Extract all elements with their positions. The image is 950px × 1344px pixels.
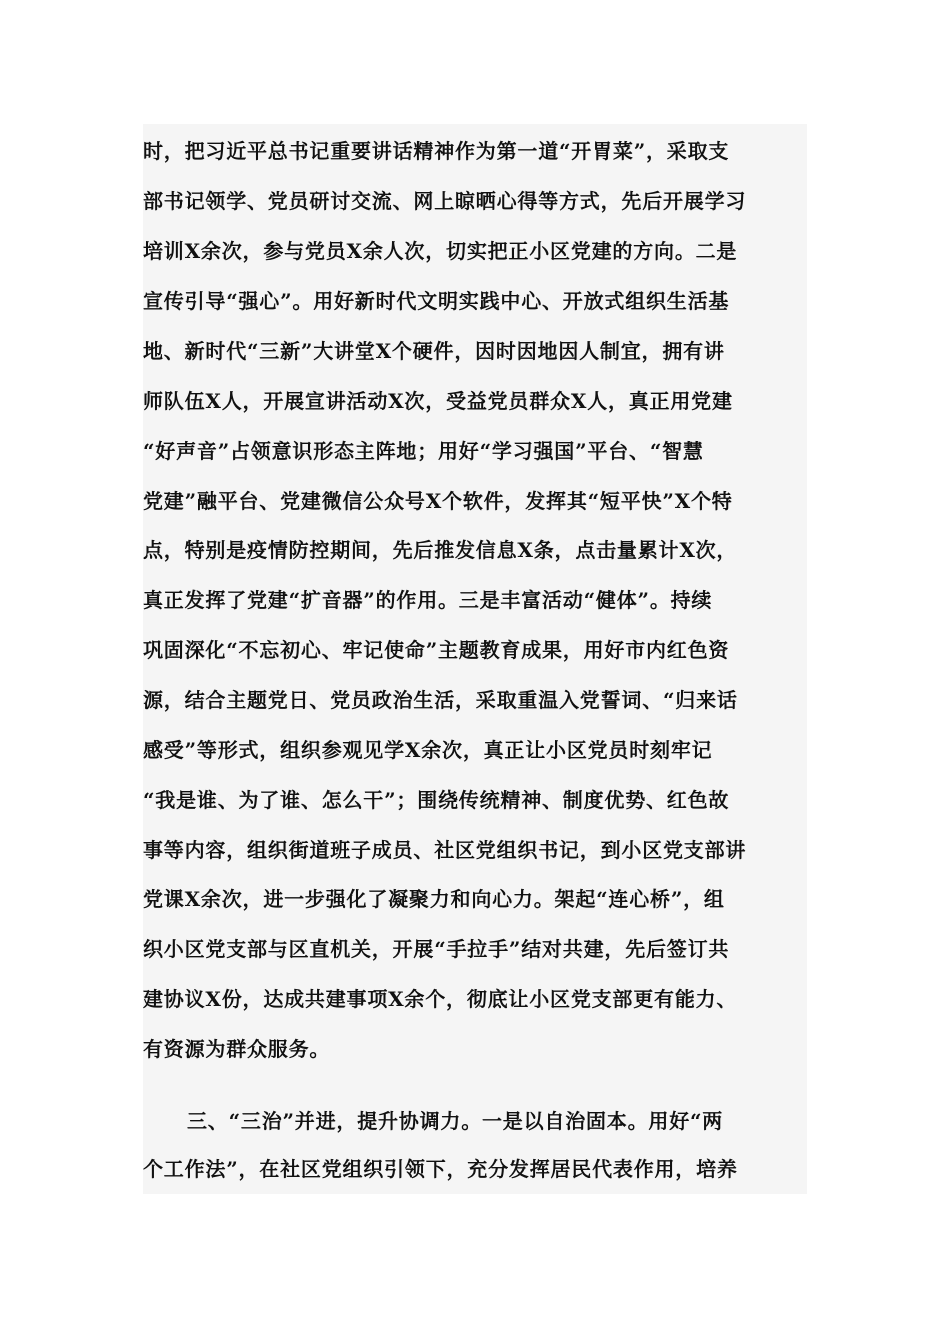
paragraph-line: 党课X余次，进一步强化了凝聚力和向心力。架起“连心桥”，组	[143, 887, 725, 911]
paragraph-line: 部书记领学、党员研讨交流、网上晾晒心得等方式，先后开展学习	[143, 189, 747, 213]
paragraph-line: 织小区党支部与区直机关，开展“手拉手”结对共建，先后签订共	[143, 937, 730, 961]
paragraph-line: 真正发挥了党建“扩音器”的作用。三是丰富活动“健体”。持续	[143, 588, 713, 612]
paragraph-line: 地、新时代“三新”大讲堂X个硬件，因时因地因人制宜，拥有讲	[143, 339, 725, 363]
paragraph-line: 事等内容，组织街道班子成员、社区党组织书记，到小区党支部讲	[143, 838, 747, 862]
paragraph-line: 师队伍X人，开展宣讲活动X次，受益党员群众X人，真正用党建	[143, 389, 733, 413]
paragraph-line: 感受”等形式，组织参观见学X余次，真正让小区党员时刻牢记	[143, 738, 713, 762]
paragraph-line: 培训X余次，参与党员X余人次，切实把正小区党建的方向。二是	[143, 239, 738, 263]
paragraph-line: 个工作法”，在社区党组织引领下，充分发挥居民代表作用，培养	[143, 1157, 738, 1181]
paragraph-line: 有资源为群众服务。	[143, 1037, 331, 1061]
paragraph-line: “我是谁、为了谁、怎么干”；围绕传统精神、制度优势、红色故	[143, 788, 730, 812]
paragraph-line: “好声音”占领意识形态主阵地；用好“学习强国”平台、“智慧	[143, 439, 704, 463]
paragraph-line: 建协议X份，达成共建事项X余个，彻底让小区党支部更有能力、	[143, 987, 738, 1011]
paragraph-line: 点，特别是疫情防控期间，先后推发信息X条，点击量累计X次，	[143, 538, 738, 562]
paragraph-line: 三、“三治”并进，提升协调力。一是以自治固本。用好“两	[187, 1109, 724, 1133]
paragraph-line: 党建”融平台、党建微信公众号X个软件，发挥其“短平快”X个特	[143, 489, 733, 513]
paragraph-line: 宣传引导“强心”。用好新时代文明实践中心、开放式组织生活基	[143, 289, 730, 313]
paragraph-line: 巩固深化“不忘初心、牢记使命”主题教育成果，用好市内红色资	[143, 638, 730, 662]
paragraph-line: 时，把习近平总书记重要讲话精神作为第一道“开胃菜”，采取支	[143, 139, 730, 163]
paragraph-line: 源，结合主题党日、党员政治生活，采取重温入党誓词、“归来话	[143, 688, 738, 712]
